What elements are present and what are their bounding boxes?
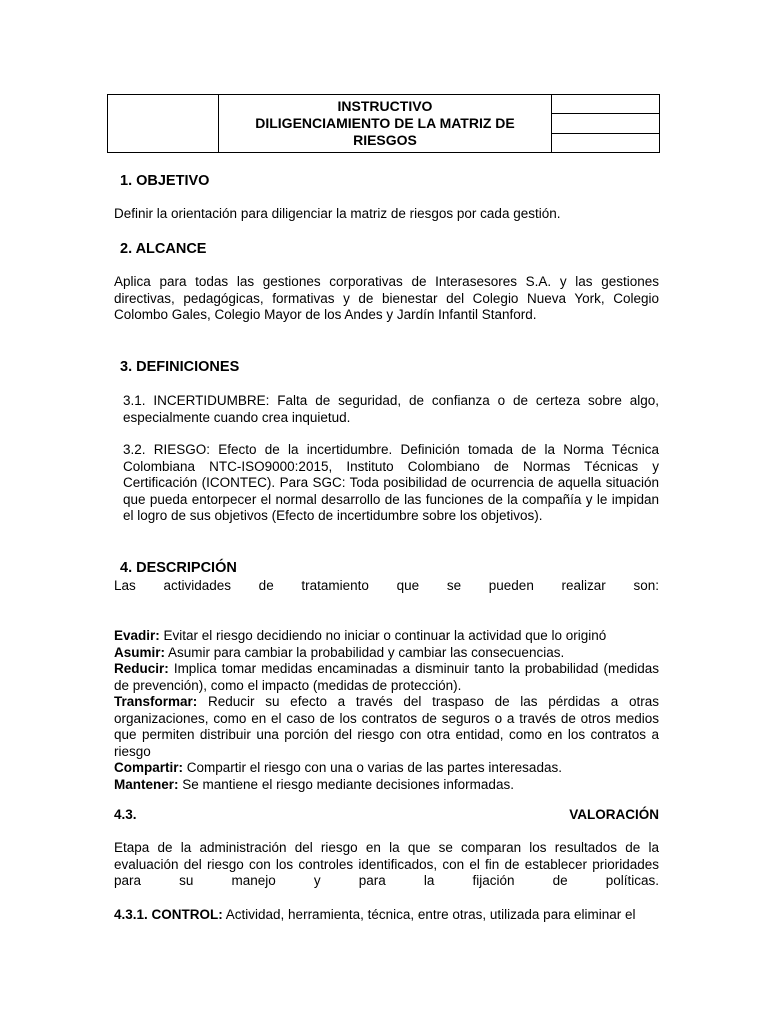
tratamiento-mantener <box>114 777 659 794</box>
descripcion-intro: Las actividades de tratamiento que se pueden realizar son: <box>114 578 659 593</box>
heading-alcance: 2. ALCANCE <box>120 241 207 257</box>
tratamiento-reducir <box>114 661 659 694</box>
heading-definiciones: 3. DEFINICIONES <box>120 359 240 375</box>
title-line-2: DILIGENCIAMIENTO DE LA MATRIZ DE <box>255 114 515 131</box>
tratamiento-list <box>114 628 659 793</box>
header-table <box>107 94 660 153</box>
text-transformar: Reducir su efecto a través del traspaso de las pérdidas a otras organizaciones, como en el caso de los contratos de seguros o a través de otros medios que permiten distribuir una porción del riesgo con otra entidad, como en los contratos a riesgo <box>114 694 659 759</box>
metadata-cell-2 <box>552 114 659 133</box>
term-transformar: Transformar: <box>114 694 198 709</box>
term-compartir: Compartir: <box>114 760 184 775</box>
valoracion-title: VALORACIÓN <box>569 807 659 822</box>
term-asumir: Asumir: <box>114 644 166 660</box>
text-compartir: Compartir el riesgo con una o varias de las partes interesadas. <box>183 760 562 775</box>
tratamiento-transformar <box>114 694 659 760</box>
definicion-incertidumbre: 3.1. INCERTIDUMBRE: Falta de seguridad, de confianza o de certeza sobre algo, especialmente cuando crea inquietud. <box>123 393 659 425</box>
objetivo-text: Definir la orientación para diligenciar la matriz de riesgos por cada gestión. <box>114 206 561 221</box>
tratamiento-compartir <box>114 760 659 777</box>
tratamiento-asumir <box>114 645 659 662</box>
metadata-cell-3 <box>552 134 659 152</box>
heading-objetivo: 1. OBJETIVO <box>120 173 210 189</box>
text-evadir: Evitar el riesgo decidiendo no iniciar o continuar la actividad que lo originó <box>159 628 607 643</box>
document-title <box>219 95 552 153</box>
heading-descripcion: 4. DESCRIPCIÓN <box>120 560 237 576</box>
term-mantener: Mantener: <box>114 776 179 792</box>
text-mantener: Se mantiene el riesgo mediante decisiones informadas. <box>178 776 514 792</box>
valoracion-text: Etapa de la administración del riesgo en la que se comparan los resultados de la evaluación del riesgo con los controles identificados, con el fin de establecer prioridades para su manejo y para la fijación de políticas. <box>114 840 659 888</box>
title-line-3: RIESGOS <box>353 131 417 148</box>
title-line-1: INSTRUCTIVO <box>337 97 433 114</box>
text-reducir: Implica tomar medidas encaminadas a disminuir tanto la probabilidad (medidas de prevención), como el impacto (medidas de protección). <box>114 661 659 693</box>
tratamiento-evadir <box>114 628 659 645</box>
term-reducir: Reducir: <box>114 661 169 676</box>
control-definition <box>114 907 659 924</box>
logo-cell <box>108 95 219 153</box>
text-asumir: Asumir para cambiar la probabilidad y cambiar las consecuencias. <box>165 644 565 660</box>
metadata-cell-1 <box>552 95 659 114</box>
definicion-riesgo: 3.2. RIESGO: Efecto de la incertidumbre. Definición tomada de la Norma Técnica Colombiana NTC-ISO9000:2015, Instituto Colombiano de Normas Técnicas y Certificación (ICONTEC). Para SGC: Toda posibilidad de ocurrencia de aquella situación que pueda entorpecer el normal desarrollo de las funciones de la compañía y le impidan el logro de sus objetivos (Efecto de incertidumbre sobre los objetivos). <box>123 442 659 523</box>
valoracion-number: 4.3. <box>114 807 137 822</box>
term-evadir: Evadir: <box>114 628 160 643</box>
control-term: 4.3.1. CONTROL: <box>114 907 223 922</box>
alcance-text: Aplica para todas las gestiones corporativas de Interasesores S.A. y las gestiones directivas, pedagógicas, formativas y de bienestar del Colegio Nueva York, Colegio Colombo Gales, Colegio Mayor de los Andes y Jardín Infantil Stanford. <box>114 274 659 322</box>
metadata-cells <box>552 95 660 153</box>
heading-valoracion <box>114 807 659 824</box>
control-text: Actividad, herramienta, técnica, entre otras, utilizada para eliminar el <box>222 907 636 922</box>
